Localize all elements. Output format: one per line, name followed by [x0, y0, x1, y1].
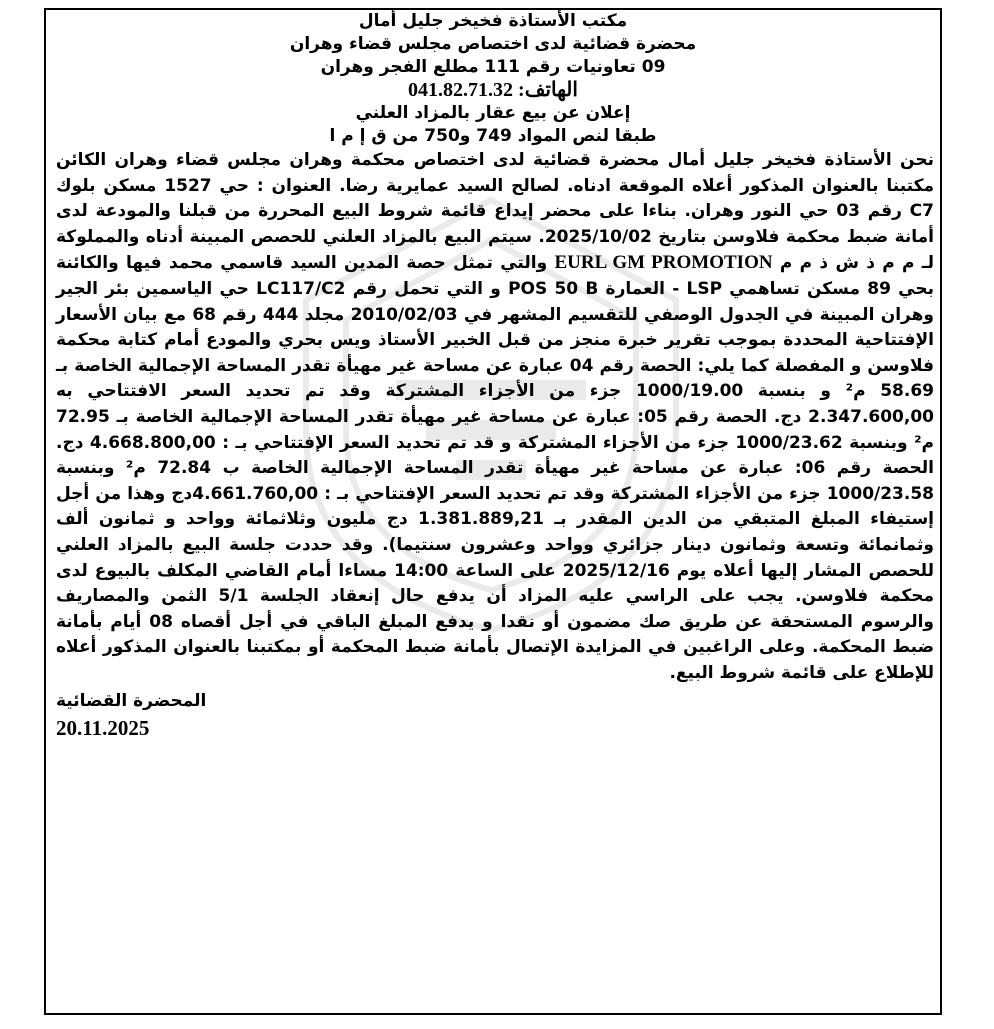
notice-body	[46, 148, 940, 686]
office-phone: الهاتف: 041.82.71.32	[408, 79, 578, 101]
company-name: EURL GM PROMOTION	[554, 252, 773, 274]
notice-frame	[44, 8, 942, 1015]
signature-date: 20.11.2025	[56, 716, 150, 741]
bailiff-role: محضرة قضائية لدى اختصاص مجلس قضاء وهران	[289, 34, 697, 54]
legal-basis: طبقا لنص المواد 749 و750 من ق إ م ا	[329, 126, 657, 146]
signature-title: المحضرة القضائية	[56, 691, 207, 712]
body-paragraph-1: نحن الأستاذة فخيخر جليل أمال محضرة قضائية لدى اختصاص محكمة وهران مجلس قضاء وهران الكائن مكتبنا بالعنوان المذكور أعلاه الموقعة ادناه. لصالح السيد عمايرية رضا. العنوان : حي 1527 مسكن بلوك C7 رقم 03 حي النور وهران. بناءا على محضر إيداع قائمة شروط البيع المحررة من قبلنا والمودعة لدى أمانة ضبط محكمة فلاوسن بتاريخ 2025/10/02. سيتم البيع بالمزاد العلني للحصص المبينة أدناه والمملوكة لـ م م ذ ش ذ م م	[56, 150, 934, 274]
notice-title: إعلان عن بيع عقار بالمزاد العلني	[355, 103, 631, 123]
notice-header	[46, 10, 940, 148]
office-address: 09 تعاونيات رقم 111 مطلع الفجر وهران	[320, 57, 666, 77]
body-paragraph-2: والتي تمثل حصة المدين السيد قاسمي محمد فيها والكائنة بحي 89 مسكن تساهمي LSP - العمارة POS 50 B و التي تحمل رقم LC117/C2 حي الياسمين بئر الجير وهران المبينة في الجدول الوصفي للتقسيم المشهر في 2010/02/03 مجلد 444 رقم 68 مع بيان الأسعار الإفتتاحية المحددة بموجب تقرير خبرة منجز من قبل الخبير الأستاذ ويس بحري والمودع أمام كتابة محكمة فلاوسن و المفصلة كما يلي: الحصة رقم 04 عبارة عن مساحة غير مهيأة تقدر المساحة الإجمالية الخاصة بـ 58.69 م² و بنسبة 1000/19.00 جزء من الأجزاء المشتركة وقد تم تحديد السعر الافتتاحي به 2.347.600,00 دج. الحصة رقم 05: عبارة عن مساحة غير مهيأة تقدر المساحة الإجمالية الخاصة بـ 72.95 م² وبنسبة 1000/23.62 جزء من الأجزاء المشتركة و قد تم تحديد السعر الإفتتاحي بـ : 4.668.800,00 دج. الحصة رقم 06: عبارة عن مساحة غير مهيأة تقدر المساحة الإجمالية الخاصة ب 72.84 م² وبنسبة 1000/23.58 جزء من الأجزاء المشتركة وقد تم تحديد السعر الإفتتاحي بـ : 4.661.760,00دج وهذا من أجل إستيفاء المبلغ المتبقي من الدين المقدر بـ 1.381.889,21 دج مليون وثلاثمائة وواحد و ثمانون ألف وثمانمائة وتسعة وثمانون دينار جزائري وواحد وعشرون سنتيما). وقد حددت جلسة البيع بالمزاد العلني للحصص المشار إليها أعلاه يوم 2025/12/16 على الساعة 14:00 مساءا أمام القاضي المكلف بالبيوع لدى محكمة فلاوسن. يجب على الراسي عليه المزاد أن يدفع حال إنعقاد الجلسة 5/1 الثمن والمصاريف والرسوم المستحقة عن طريق صك مضمون أو نقدا و يدفع المبلغ الباقي في أجل أقصاه 08 أيام بأمانة ضبط المحكمة. وعلى الراغبين في المزايدة الإتصال بأمانة ضبط المحكمة أو بمكتبنا بالعنوان المذكور أعلاه للإطلاع على قائمة شروط البيع.	[56, 253, 935, 683]
office-name: مكتب الأستاذة فخيخر جليل أمال	[358, 11, 628, 31]
signature-block	[46, 688, 940, 742]
